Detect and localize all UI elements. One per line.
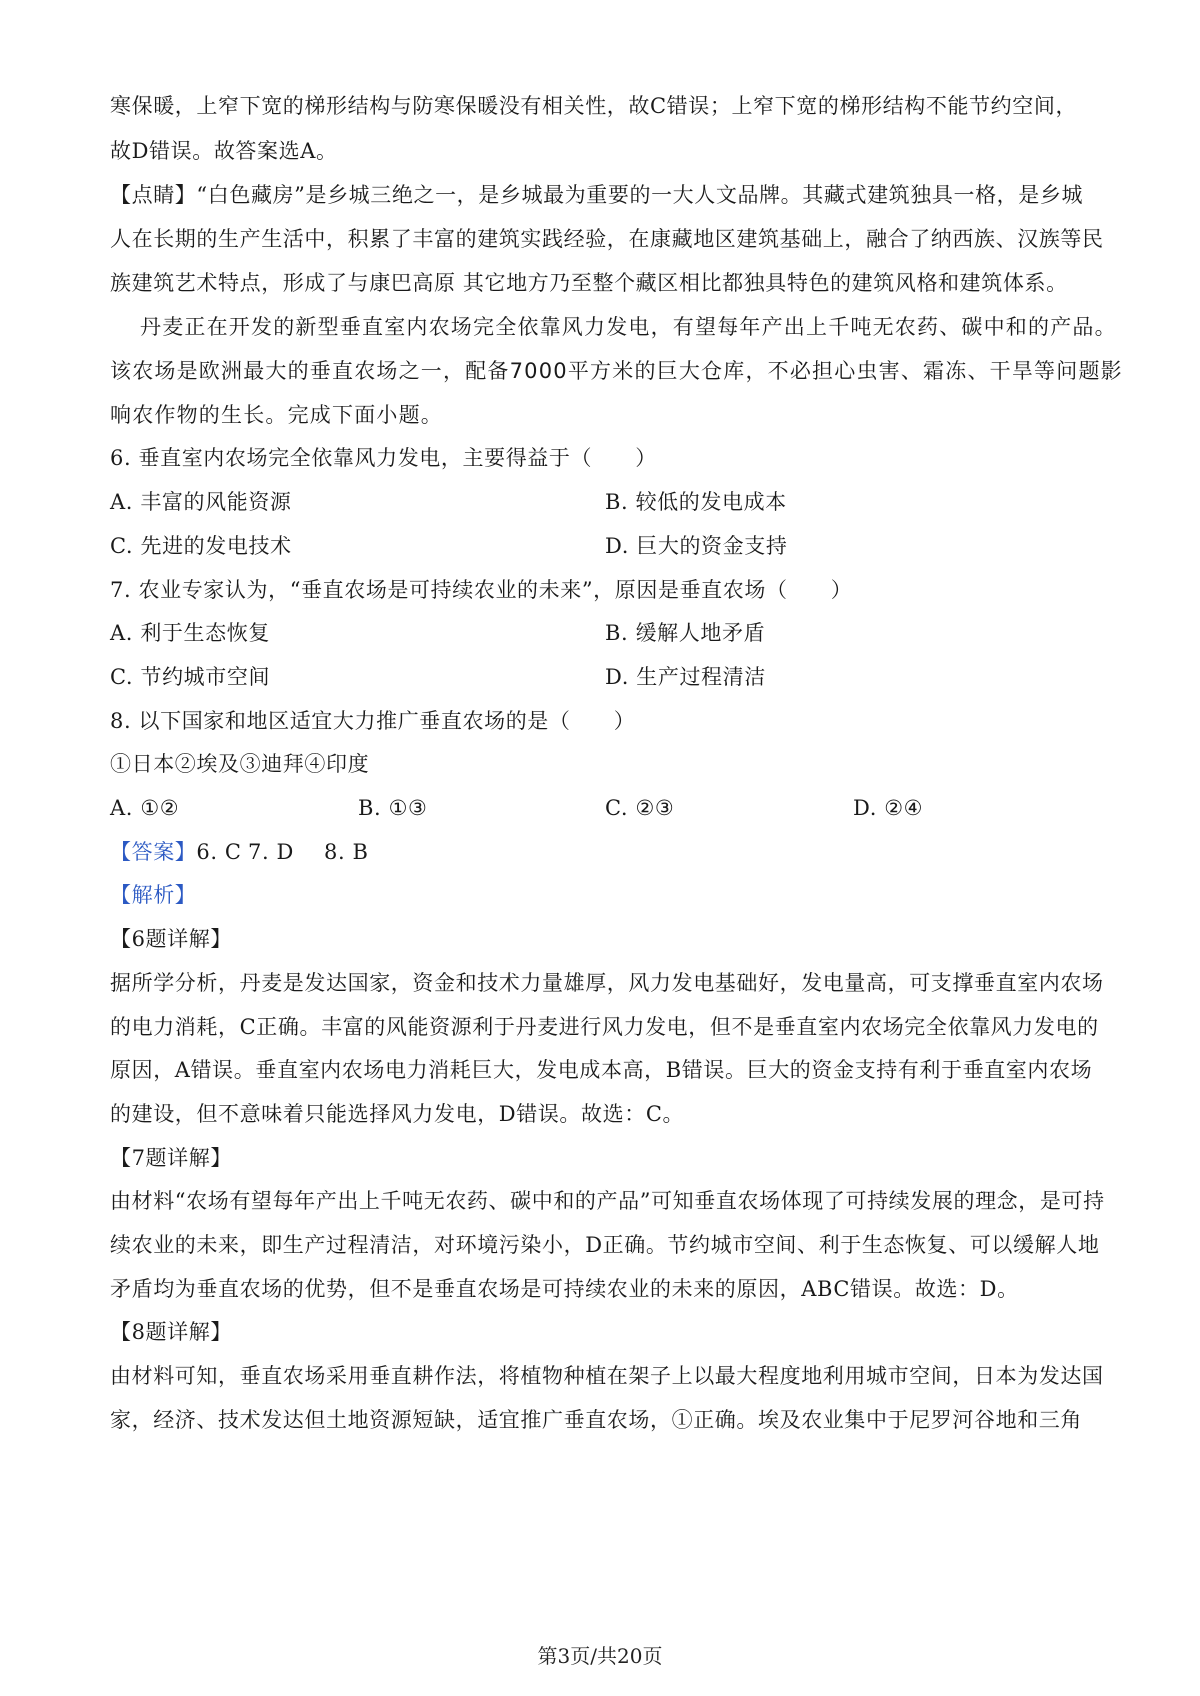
note-line [110,181,1100,209]
option-a: A. ①② [110,796,180,820]
answer-line [110,838,1100,866]
detail-line: 续农业的未来，即生产过程清洁，对环境污染小，D正确。节约城市空间、利于生态恢复、可以缓解人地 [110,1233,1100,1257]
option-d: D. 生产过程清洁 [605,665,766,689]
option-d: D. 巨大的资金支持 [605,534,788,558]
option-c: C. 先进的发电技术 [110,534,292,558]
question-stem: 6. 垂直室内农场完全依靠风力发电，主要得益于（ ） [110,446,657,470]
material-line: 丹麦正在开发的新型垂直室内农场完全依靠风力发电，有望每年产出上千吨无农药、碳中和的产品。 [140,315,1117,339]
note-tag: 【点睛】 [110,183,197,207]
question-stem: 8. 以下国家和地区适宜大力推广垂直农场的是（ ） [110,709,636,733]
note-text: “白色藏房”是乡城三绝之一，是乡城最为重要的一大人文品牌。其藏式建筑独具一格，是乡城 [196,183,1084,207]
detail-line: 据所学分析，丹麦是发达国家，资金和技术力量雄厚，风力发电基础好，发电量高，可支撑垂直室内农场 [110,971,1104,995]
option-c: C. 节约城市空间 [110,665,271,689]
q8-items: ①日本②埃及③迪拜④印度 [110,752,370,776]
detail-line: 由材料“农场有望每年产出上千吨无农药、碳中和的产品”可知垂直农场体现了可持续发展的理念，是可持 [110,1189,1105,1213]
detail-tag: 【7题详解】 [110,1146,232,1170]
q6-options-row [110,488,1100,516]
option-b: B. 缓解人地矛盾 [605,621,766,645]
answer-tag: 【答案】 [110,840,197,864]
detail-line: 的电力消耗，C正确。丰富的风能资源利于丹麦进行风力发电，但不是垂直室内农场完全依靠风力发电的 [110,1015,1099,1039]
paragraph-line: 寒保暖，上窄下宽的梯形结构与防寒保暖没有相关性，故C错误；上窄下宽的梯形结构不能节约空间， [110,94,1078,118]
detail-tag: 【8题详解】 [110,1320,232,1344]
analysis-tag: 【解析】 [110,883,197,907]
note-line: 族建筑艺术特点，形成了与康巴高原 其它地方乃至整个藏区相比都独具特色的建筑风格和建筑体系。 [110,271,1068,295]
option-c: C. ②③ [605,796,675,820]
option-b: B. 较低的发电成本 [605,490,787,514]
detail-line: 家，经济、技术发达但土地资源短缺，适宜推广垂直农场，①正确。埃及农业集中于尼罗河谷地和三角 [110,1408,1082,1432]
q6-options-row [110,532,1100,560]
detail-line: 矛盾均为垂直农场的优势，但不是垂直农场是可持续农业的未来的原因，ABC错误。故选：D。 [110,1277,1019,1301]
q7-options-row [110,663,1100,691]
option-a: A. 丰富的风能资源 [110,490,292,514]
material-line: 该农场是欧洲最大的垂直农场之一，配备7000平方米的巨大仓库，不必担心虫害、霜冻、干旱等问题影 [110,359,1123,383]
answer-7: 7. D [248,840,294,864]
question-stem: 7. 农业专家认为，“垂直农场是可持续农业的未来”，原因是垂直农场（ ） [110,578,853,602]
option-d: D. ②④ [853,796,924,820]
paragraph-line: 故D错误。故答案选A。 [110,139,338,163]
answer-6: 6. C [196,840,242,864]
option-b: B. ①③ [358,796,428,820]
detail-line: 的建设，但不意味着只能选择风力发电，D错误。故选：C。 [110,1102,685,1126]
page-footer: 第3页/共20页 [537,1644,663,1668]
option-a: A. 利于生态恢复 [110,621,270,645]
material-line: 响农作物的生长。完成下面小题。 [110,403,443,427]
note-line: 人在长期的生产生活中，积累了丰富的建筑实践经验，在康藏地区建筑基础上，融合了纳西族、汉族等民 [110,227,1104,251]
answer-8: 8. B [324,840,369,864]
detail-line: 原因，A错误。垂直室内农场电力消耗巨大，发电成本高，B错误。巨大的资金支持有利于垂直室内农场 [110,1058,1093,1082]
detail-tag: 【6题详解】 [110,927,232,951]
detail-line: 由材料可知，垂直农场采用垂直耕作法，将植物种植在架子上以最大程度地利用城市空间，日本为发达国 [110,1364,1104,1388]
q7-options-row [110,619,1100,647]
